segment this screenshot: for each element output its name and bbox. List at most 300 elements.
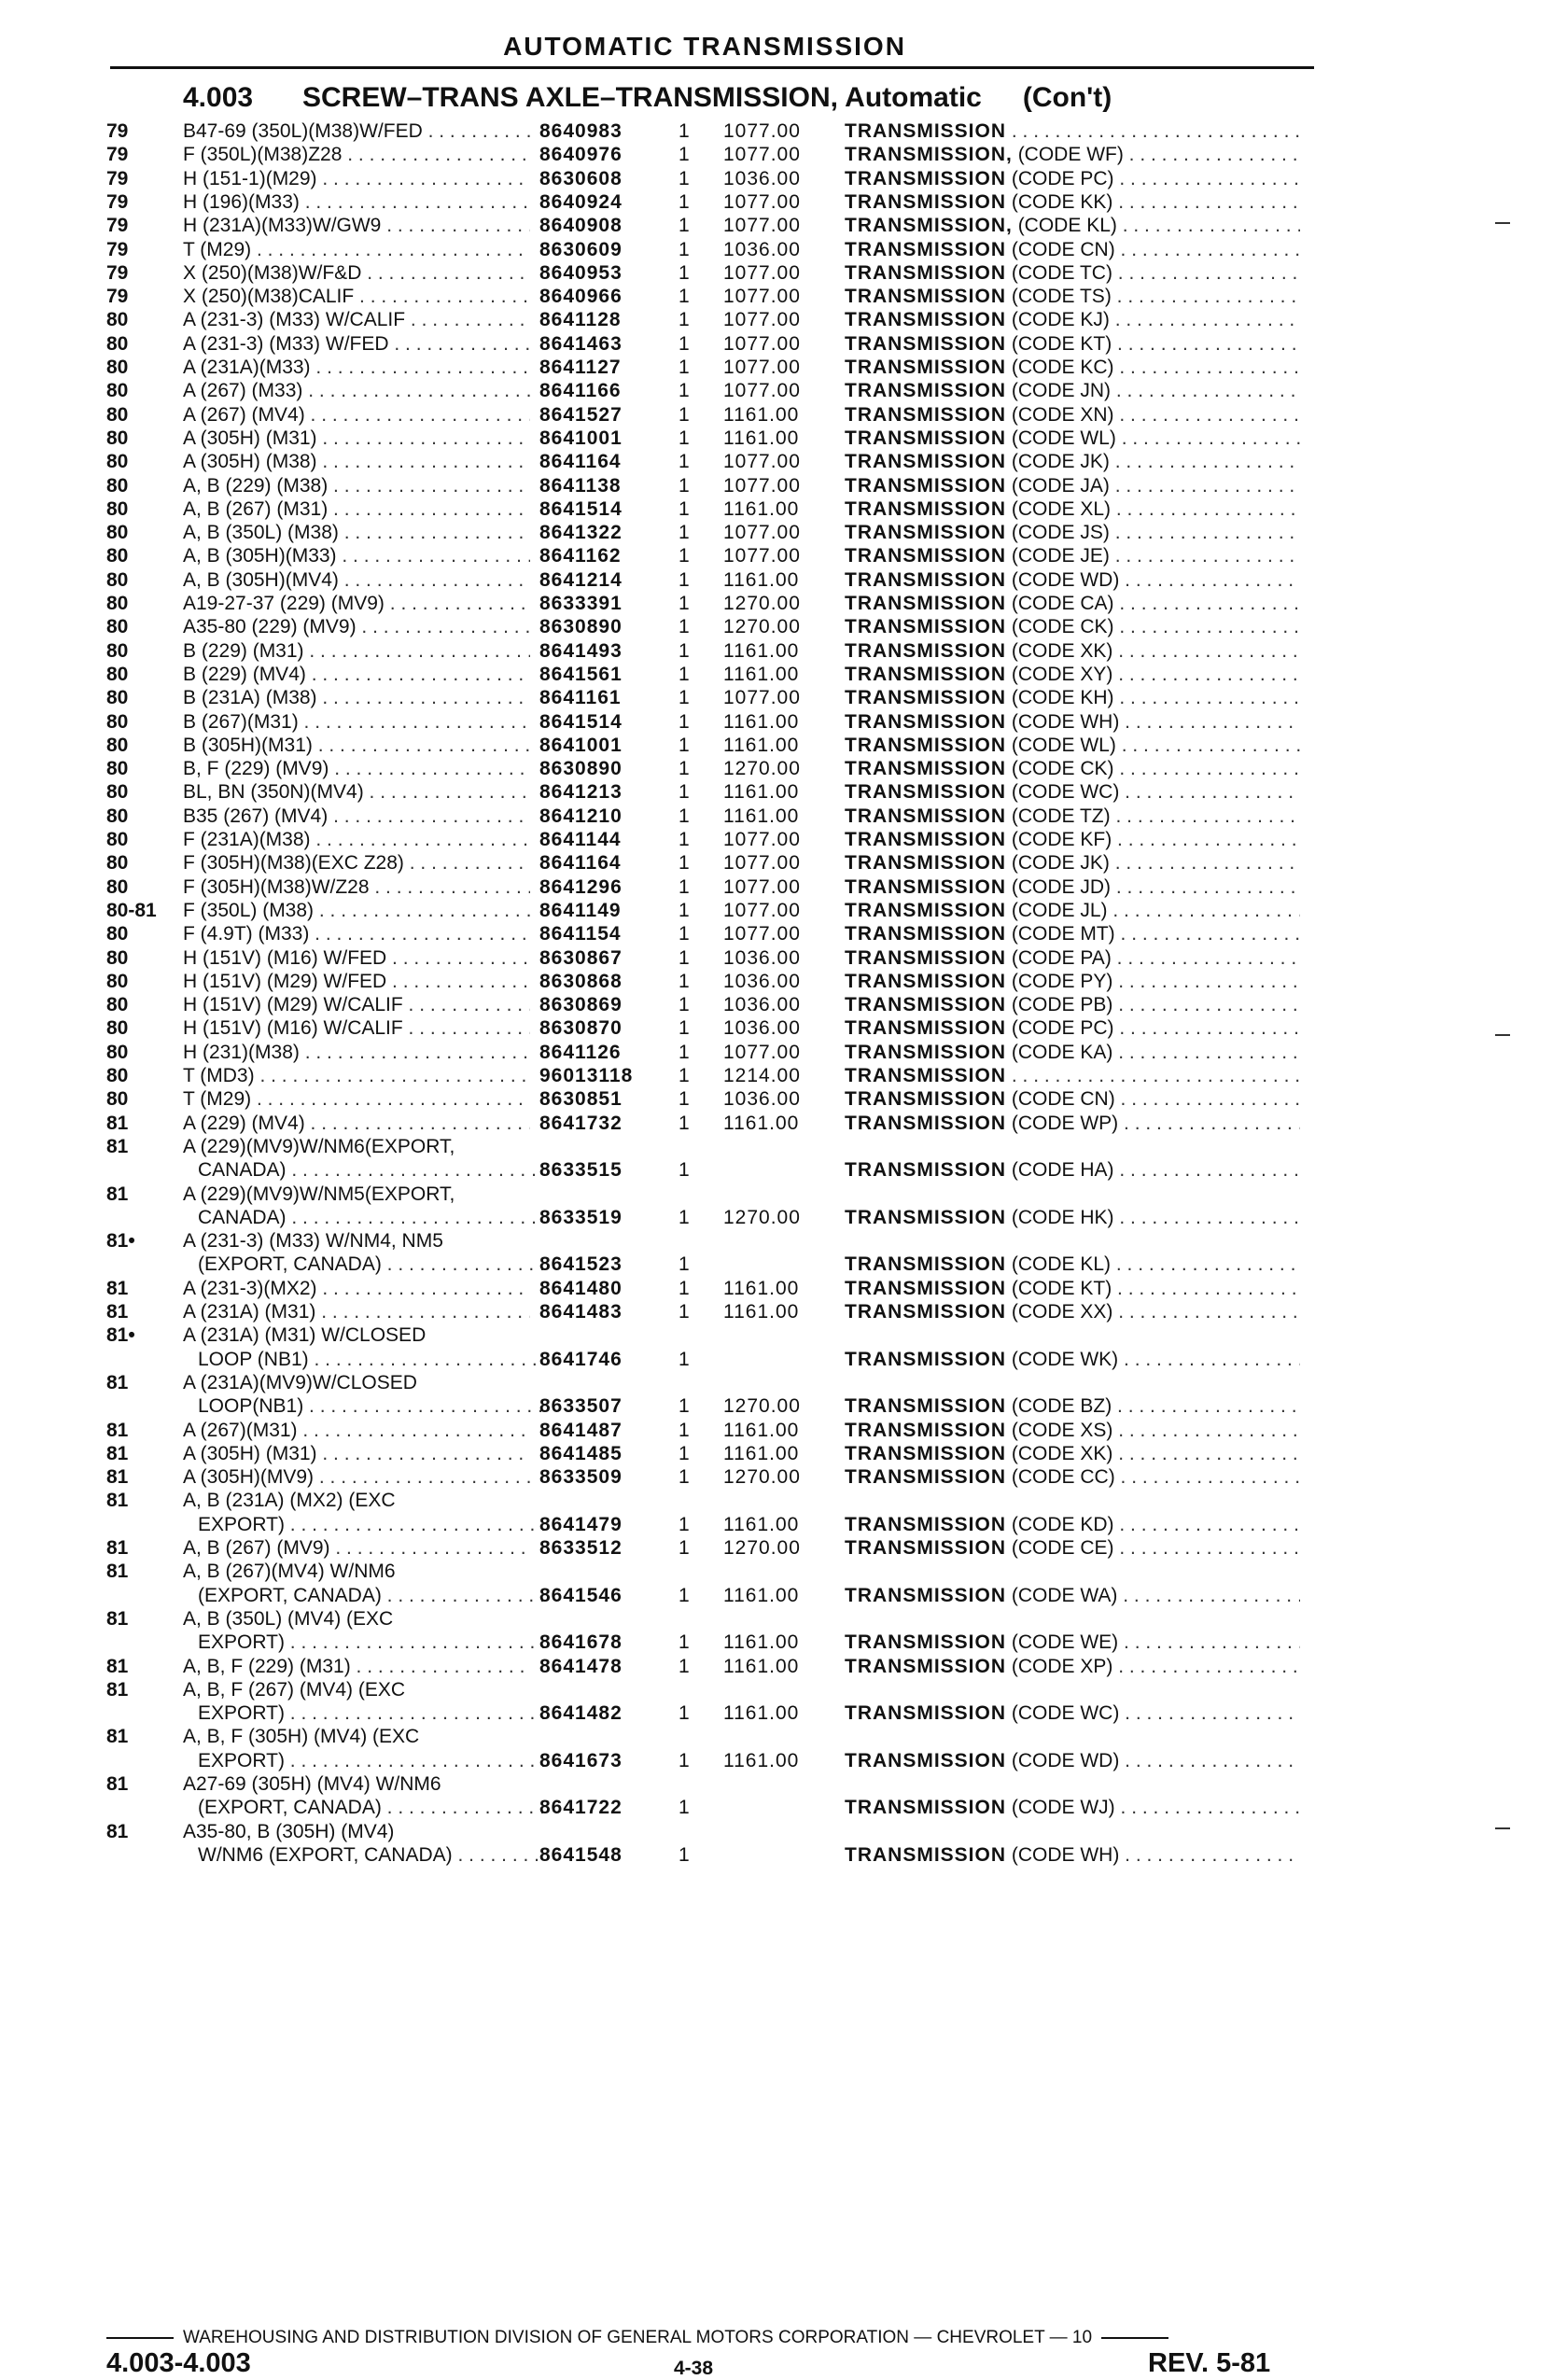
transmission-code: (CODE WC) bbox=[1011, 1702, 1120, 1725]
transmission-code: (CODE KA) bbox=[1011, 1041, 1113, 1063]
footer-rule-left bbox=[106, 2337, 174, 2339]
transmission-code: (CODE TZ) bbox=[1011, 805, 1111, 827]
part-name bbox=[845, 686, 1300, 709]
price: 1077.00 bbox=[723, 215, 801, 237]
vehicle-description: CANADA) . . . bbox=[198, 1158, 545, 1182]
vehicle-description: F (231A)(M38) . . . bbox=[183, 828, 530, 851]
transmission-code: (CODE JD) bbox=[1011, 875, 1112, 898]
part-number: 8641296 bbox=[539, 875, 623, 898]
transmission-code: (CODE XX) bbox=[1011, 1301, 1113, 1323]
table-row bbox=[0, 427, 1553, 450]
part-name-text: TRANSMISSION bbox=[845, 1159, 1007, 1182]
quantity: 1 bbox=[679, 522, 690, 544]
part-name-text: TRANSMISSION bbox=[845, 734, 1007, 756]
table-row bbox=[0, 805, 1553, 828]
transmission-code: (CODE KT) bbox=[1011, 332, 1112, 355]
quantity: 1 bbox=[679, 946, 690, 969]
transmission-code: (CODE PY) bbox=[1011, 970, 1113, 992]
part-number: 8640976 bbox=[539, 144, 623, 166]
vehicle-description: A, B (350L) (M38) . . . bbox=[183, 521, 530, 544]
part-number: 8630851 bbox=[539, 1088, 623, 1111]
price: 1161.00 bbox=[723, 1112, 800, 1134]
quantity: 1 bbox=[679, 1419, 690, 1441]
price: 1036.00 bbox=[723, 994, 801, 1016]
part-name-text: TRANSMISSION bbox=[845, 1088, 1007, 1111]
table-row bbox=[0, 1584, 1553, 1607]
price: 1270.00 bbox=[723, 1395, 801, 1418]
part-number: 8630870 bbox=[539, 1017, 623, 1040]
part-number: 8641164 bbox=[539, 852, 622, 875]
price: 1077.00 bbox=[723, 687, 801, 709]
model-year: 81 bbox=[106, 1371, 129, 1393]
price: 1161.00 bbox=[723, 734, 800, 756]
part-number: 8641144 bbox=[539, 829, 622, 850]
vehicle-description: EXPORT) . . . bbox=[198, 1631, 545, 1654]
vehicle-description: X (250)(M38)CALIF . . . bbox=[183, 285, 530, 308]
part-name bbox=[845, 190, 1300, 214]
quantity: 1 bbox=[679, 710, 690, 733]
part-name-text: TRANSMISSION bbox=[845, 805, 1007, 827]
table-row bbox=[0, 1206, 1553, 1229]
vehicle-description: A (267)(M31) . . . bbox=[183, 1419, 530, 1442]
part-name-text: TRANSMISSION bbox=[845, 120, 1007, 142]
part-name bbox=[845, 639, 1300, 663]
part-number: 8641149 bbox=[539, 899, 622, 921]
quantity: 1 bbox=[679, 805, 690, 827]
part-name-text: TRANSMISSION bbox=[845, 1442, 1007, 1464]
model-year: 81 bbox=[106, 1135, 129, 1157]
part-name bbox=[845, 757, 1300, 780]
table-row bbox=[0, 119, 1553, 143]
model-year: 80 bbox=[106, 357, 129, 378]
footer-page-number: 4-38 bbox=[674, 2358, 714, 2379]
quantity: 1 bbox=[679, 1466, 690, 1489]
model-year: 81• bbox=[106, 1230, 135, 1253]
part-number: 8641154 bbox=[539, 923, 622, 945]
quantity: 1 bbox=[679, 1631, 690, 1654]
quantity: 1 bbox=[679, 687, 690, 709]
model-year: 81 bbox=[106, 1655, 129, 1677]
part-number: 8641322 bbox=[539, 522, 623, 544]
part-name bbox=[845, 1843, 1300, 1867]
part-number: 8641487 bbox=[539, 1419, 623, 1441]
part-name-text: TRANSMISSION bbox=[845, 238, 1007, 260]
table-row bbox=[0, 1183, 1553, 1206]
table-row bbox=[0, 1135, 1553, 1158]
part-name bbox=[845, 1631, 1300, 1654]
price: 1270.00 bbox=[723, 1206, 801, 1228]
vehicle-description: A, B (267) (M31) . . . bbox=[183, 497, 530, 521]
quantity: 1 bbox=[679, 1301, 690, 1323]
vehicle-description: H (151V) (M16) W/CALIF . . . bbox=[183, 1016, 530, 1040]
transmission-code: (CODE CE) bbox=[1011, 1537, 1114, 1559]
model-year: 80-81 bbox=[106, 899, 157, 921]
model-year: 80 bbox=[106, 734, 129, 756]
vehicle-description: A (231-3) (M33) W/FED . . . bbox=[183, 332, 530, 356]
quantity: 1 bbox=[679, 852, 690, 875]
vehicle-description: A (305H) (M38) . . . bbox=[183, 450, 530, 473]
part-name-text: TRANSMISSION bbox=[845, 970, 1007, 992]
quantity: 1 bbox=[679, 1395, 690, 1418]
table-row bbox=[0, 946, 1553, 970]
table-row bbox=[0, 663, 1553, 686]
part-name bbox=[845, 1253, 1300, 1276]
table-row bbox=[0, 379, 1553, 402]
part-number: 8633515 bbox=[539, 1159, 623, 1182]
part-number: 8630890 bbox=[539, 616, 623, 638]
part-name-text: TRANSMISSION bbox=[845, 167, 1007, 189]
part-name-text: TRANSMISSION bbox=[845, 1749, 1007, 1771]
vehicle-description: A (267) (MV4) . . . bbox=[183, 403, 530, 427]
table-row bbox=[0, 1655, 1553, 1678]
model-year: 80 bbox=[106, 380, 129, 402]
price: 1077.00 bbox=[723, 899, 801, 921]
table-row bbox=[0, 1442, 1553, 1465]
vehicle-description: T (M29) . . . bbox=[183, 1087, 530, 1111]
quantity: 1 bbox=[679, 1041, 690, 1063]
table-row bbox=[0, 1323, 1553, 1347]
quantity: 1 bbox=[679, 1206, 690, 1228]
vehicle-description: A (305H)(MV9) . . . bbox=[183, 1465, 530, 1489]
part-name-text: TRANSMISSION bbox=[845, 1655, 1007, 1677]
model-year: 80 bbox=[106, 994, 129, 1016]
part-number: 8630868 bbox=[539, 970, 623, 992]
price: 1161.00 bbox=[723, 710, 800, 733]
part-name-text: TRANSMISSION bbox=[845, 1419, 1007, 1441]
part-name-text: TRANSMISSION bbox=[845, 923, 1007, 945]
part-name bbox=[845, 1465, 1300, 1489]
vehicle-description: W/NM6 (EXPORT, CANADA) . . . bbox=[198, 1843, 545, 1867]
price: 1077.00 bbox=[723, 451, 801, 473]
quantity: 1 bbox=[679, 875, 690, 898]
price: 1077.00 bbox=[723, 474, 801, 497]
transmission-code: (CODE BZ) bbox=[1011, 1395, 1112, 1418]
part-number: 8641482 bbox=[539, 1702, 623, 1725]
price: 1270.00 bbox=[723, 616, 801, 638]
part-number: 8630890 bbox=[539, 758, 623, 780]
transmission-code: (CODE XK) bbox=[1011, 1442, 1113, 1464]
vehicle-description: F (4.9T) (M33) . . . bbox=[183, 922, 530, 945]
part-name bbox=[845, 167, 1300, 190]
part-name-text: TRANSMISSION bbox=[845, 332, 1007, 355]
part-name-text: TRANSMISSION bbox=[845, 1395, 1007, 1418]
part-name bbox=[845, 1300, 1300, 1323]
part-name-text: TRANSMISSION bbox=[845, 710, 1007, 733]
table-row bbox=[0, 828, 1553, 851]
part-name bbox=[845, 379, 1300, 402]
table-row bbox=[0, 1631, 1553, 1654]
transmission-code: (CODE CA) bbox=[1011, 593, 1114, 614]
transmission-code: (CODE KH) bbox=[1011, 687, 1114, 709]
vehicle-description: A (305H) (M31) . . . bbox=[183, 427, 530, 450]
part-name bbox=[845, 308, 1300, 331]
part-name bbox=[845, 922, 1300, 945]
part-name-text: TRANSMISSION bbox=[845, 1584, 1007, 1606]
table-row bbox=[0, 686, 1553, 709]
vehicle-description: A (229)(MV9)W/NM5(EXPORT, bbox=[183, 1183, 455, 1205]
model-year: 80 bbox=[106, 309, 129, 331]
model-year: 80 bbox=[106, 1088, 129, 1111]
part-name bbox=[845, 1536, 1300, 1560]
table-row bbox=[0, 497, 1553, 521]
transmission-code: (CODE XL) bbox=[1011, 497, 1112, 520]
vehicle-description: (EXPORT, CANADA) . . . bbox=[198, 1253, 545, 1276]
transmission-code: (CODE WK) bbox=[1011, 1348, 1119, 1370]
part-name-text: TRANSMISSION bbox=[845, 781, 1007, 804]
transmission-code: (CODE JL) bbox=[1011, 899, 1108, 921]
table-row bbox=[0, 1489, 1553, 1512]
part-name bbox=[845, 710, 1300, 734]
model-year: 80 bbox=[106, 593, 129, 614]
quantity: 1 bbox=[679, 190, 690, 213]
price: 1161.00 bbox=[723, 1631, 800, 1654]
table-row bbox=[0, 521, 1553, 544]
quantity: 1 bbox=[679, 1442, 690, 1464]
part-number: 8641161 bbox=[539, 687, 622, 709]
part-name bbox=[845, 851, 1300, 875]
quantity: 1 bbox=[679, 1655, 690, 1677]
vehicle-description: A (267) (M33) . . . bbox=[183, 379, 530, 402]
part-name bbox=[845, 663, 1300, 686]
table-row bbox=[0, 356, 1553, 379]
quantity: 1 bbox=[679, 1537, 690, 1559]
vehicle-description: H (231A)(M33)W/GW9 . . . bbox=[183, 214, 530, 237]
transmission-code: (CODE XP) bbox=[1011, 1655, 1113, 1677]
part-number: 8641126 bbox=[539, 1041, 622, 1063]
part-number: 8641001 bbox=[539, 427, 623, 449]
model-year: 80 bbox=[106, 639, 129, 662]
part-name-text: TRANSMISSION bbox=[845, 687, 1007, 709]
table-row bbox=[0, 450, 1553, 473]
model-year: 79 bbox=[106, 120, 129, 142]
vehicle-description: F (350L) (M38) . . . bbox=[183, 899, 530, 922]
model-year: 80 bbox=[106, 852, 129, 875]
price: 1161.00 bbox=[723, 1442, 800, 1464]
model-year: 80 bbox=[106, 946, 129, 969]
model-year: 81• bbox=[106, 1324, 135, 1347]
transmission-code: (CODE WP) bbox=[1011, 1112, 1119, 1134]
table-row bbox=[0, 592, 1553, 615]
transmission-code: (CODE KC) bbox=[1011, 357, 1114, 378]
price: 1077.00 bbox=[723, 923, 801, 945]
part-name bbox=[845, 1796, 1300, 1819]
part-name-text: TRANSMISSION bbox=[845, 1065, 1007, 1086]
quantity: 1 bbox=[679, 829, 690, 850]
footer-rule-right bbox=[1101, 2337, 1168, 2339]
table-row bbox=[0, 1064, 1553, 1087]
vehicle-description: A35-80 (229) (MV9) . . . bbox=[183, 615, 530, 638]
part-name bbox=[845, 1041, 1300, 1064]
vehicle-description: A, B, F (267) (MV4) (EXC bbox=[183, 1678, 406, 1701]
vehicle-description: A (231-3)(MX2) . . . bbox=[183, 1277, 530, 1300]
quantity: 1 bbox=[679, 1513, 690, 1535]
price: 1270.00 bbox=[723, 1466, 801, 1489]
transmission-code: (CODE HA) bbox=[1011, 1159, 1114, 1182]
transmission-code: (CODE CN) bbox=[1011, 238, 1115, 260]
transmission-code: (CODE CK) bbox=[1011, 616, 1114, 638]
model-year: 81 bbox=[106, 1678, 129, 1701]
table-row bbox=[0, 474, 1553, 497]
transmission-code: (CODE KK) bbox=[1011, 190, 1113, 213]
table-row bbox=[0, 639, 1553, 663]
vehicle-description: A, B (267) (MV9) . . . bbox=[183, 1536, 530, 1560]
part-name bbox=[845, 332, 1300, 356]
quantity: 1 bbox=[679, 1348, 690, 1370]
table-row bbox=[0, 1348, 1553, 1371]
table-row bbox=[0, 1678, 1553, 1701]
quantity: 1 bbox=[679, 1584, 690, 1606]
part-number: 8641673 bbox=[539, 1749, 623, 1771]
quantity: 1 bbox=[679, 1797, 690, 1819]
vehicle-description: A (231-3) (M33) W/NM4, NM5 bbox=[183, 1230, 443, 1253]
transmission-code: (CODE WL) bbox=[1011, 427, 1116, 449]
transmission-code: (CODE XK) bbox=[1011, 639, 1113, 662]
price: 1161.00 bbox=[723, 1301, 800, 1323]
quantity: 1 bbox=[679, 380, 690, 402]
quantity: 1 bbox=[679, 970, 690, 992]
part-name-text: TRANSMISSION bbox=[845, 190, 1007, 213]
part-name bbox=[845, 1655, 1300, 1678]
part-name bbox=[845, 1584, 1300, 1607]
part-number: 8641001 bbox=[539, 734, 623, 756]
price: 1077.00 bbox=[723, 522, 801, 544]
transmission-code: (CODE KT) bbox=[1011, 1277, 1112, 1299]
vehicle-description: B47-69 (350L)(M38)W/FED . . . bbox=[183, 119, 530, 143]
vehicle-description: H (151V) (M29) W/CALIF . . . bbox=[183, 993, 530, 1016]
quantity: 1 bbox=[679, 545, 690, 567]
vehicle-description: B (231A) (M38) . . . bbox=[183, 686, 530, 709]
price: 1161.00 bbox=[723, 1277, 800, 1299]
model-year: 80 bbox=[106, 1017, 129, 1040]
model-year: 79 bbox=[106, 167, 129, 189]
vehicle-description: A (305H) (M31) . . . bbox=[183, 1442, 530, 1465]
price: 1077.00 bbox=[723, 852, 801, 875]
transmission-code: (CODE WD) bbox=[1011, 1749, 1120, 1771]
part-number: 8641463 bbox=[539, 332, 623, 355]
part-name bbox=[845, 1419, 1300, 1442]
table-row bbox=[0, 1843, 1553, 1867]
transmission-code: (CODE JN) bbox=[1011, 380, 1112, 402]
vehicle-description: (EXPORT, CANADA) . . . bbox=[198, 1584, 545, 1607]
vehicle-description: A, B, F (229) (M31) . . . bbox=[183, 1655, 530, 1678]
quantity: 1 bbox=[679, 616, 690, 638]
part-name bbox=[845, 497, 1300, 521]
section-continued: (Con't) bbox=[1022, 82, 1112, 113]
table-row bbox=[0, 1394, 1553, 1418]
part-name-text: TRANSMISSION bbox=[845, 994, 1007, 1016]
part-name-text: TRANSMISSION bbox=[845, 1466, 1007, 1489]
transmission-code: (CODE WD) bbox=[1011, 568, 1120, 591]
part-number: 8641210 bbox=[539, 805, 623, 827]
table-row bbox=[0, 1607, 1553, 1631]
part-name-text: TRANSMISSION bbox=[845, 1112, 1007, 1134]
part-name-text: TRANSMISSION bbox=[845, 309, 1007, 331]
transmission-code: (CODE CK) bbox=[1011, 758, 1114, 780]
vehicle-description: B, F (229) (MV9) . . . bbox=[183, 757, 530, 780]
quantity: 1 bbox=[679, 1159, 690, 1182]
price: 1161.00 bbox=[723, 1655, 800, 1677]
price: 1161.00 bbox=[723, 427, 800, 449]
part-name-text: TRANSMISSION bbox=[845, 380, 1007, 402]
vehicle-description: EXPORT) . . . bbox=[198, 1513, 545, 1536]
price: 1077.00 bbox=[723, 545, 801, 567]
part-number: 8641493 bbox=[539, 639, 623, 662]
part-name-text: TRANSMISSION bbox=[845, 593, 1007, 614]
transmission-code: (CODE JK) bbox=[1011, 451, 1110, 473]
part-name-text: TRANSMISSION bbox=[845, 568, 1007, 591]
part-name bbox=[845, 427, 1300, 450]
part-name bbox=[845, 1158, 1300, 1182]
part-name bbox=[845, 1087, 1300, 1111]
part-name bbox=[845, 592, 1300, 615]
price: 1077.00 bbox=[723, 120, 801, 142]
model-year: 80 bbox=[106, 427, 129, 449]
table-row bbox=[0, 308, 1553, 331]
part-number: 8633512 bbox=[539, 1537, 623, 1559]
model-year: 80 bbox=[106, 805, 129, 827]
part-number: 8640953 bbox=[539, 261, 623, 284]
vehicle-description: B (305H)(M31) . . . bbox=[183, 734, 530, 757]
price: 1077.00 bbox=[723, 380, 801, 402]
part-name bbox=[845, 214, 1300, 237]
part-number: 8641527 bbox=[539, 403, 623, 426]
model-year: 80 bbox=[106, 545, 129, 567]
part-name bbox=[845, 828, 1300, 851]
vehicle-description: EXPORT) . . . bbox=[198, 1749, 545, 1772]
table-row bbox=[0, 1820, 1553, 1843]
part-name-text: TRANSMISSION bbox=[845, 357, 1007, 378]
price: 1036.00 bbox=[723, 1088, 801, 1111]
model-year: 80 bbox=[106, 332, 129, 355]
transmission-code: (CODE WJ) bbox=[1011, 1797, 1115, 1819]
transmission-code: (CODE MT) bbox=[1011, 923, 1115, 945]
model-year: 80 bbox=[106, 829, 129, 850]
part-name-text: TRANSMISSION bbox=[845, 403, 1007, 426]
price: 1077.00 bbox=[723, 309, 801, 331]
table-row bbox=[0, 1041, 1553, 1064]
quantity: 1 bbox=[679, 1702, 690, 1725]
part-name bbox=[845, 1394, 1300, 1418]
transmission-code: (CODE PB) bbox=[1011, 994, 1113, 1016]
quantity: 1 bbox=[679, 639, 690, 662]
price: 1077.00 bbox=[723, 875, 801, 898]
table-row bbox=[0, 190, 1553, 214]
table-row bbox=[0, 875, 1553, 899]
table-row bbox=[0, 1371, 1553, 1394]
footer-section-range: 4.003-4.003 bbox=[106, 2348, 251, 2378]
model-year: 81 bbox=[106, 1490, 129, 1512]
part-name-text: TRANSMISSION bbox=[845, 1843, 1007, 1866]
price: 1161.00 bbox=[723, 663, 800, 685]
vehicle-description: H (231)(M38) . . . bbox=[183, 1041, 530, 1064]
vehicle-description: A (231A)(M33) . . . bbox=[183, 356, 530, 379]
price: 1161.00 bbox=[723, 805, 800, 827]
part-number: 8641164 bbox=[539, 451, 622, 473]
table-row bbox=[0, 1419, 1553, 1442]
part-name-text: TRANSMISSION bbox=[845, 286, 1007, 308]
vehicle-description: A19-27-37 (229) (MV9) . . . bbox=[183, 592, 530, 615]
quantity: 1 bbox=[679, 357, 690, 378]
model-year: 81 bbox=[106, 1537, 129, 1559]
table-row bbox=[0, 1229, 1553, 1253]
transmission-code: (CODE KL) bbox=[1011, 1253, 1112, 1276]
quantity: 1 bbox=[679, 144, 690, 166]
vehicle-description: A35-80, B (305H) (MV4) bbox=[183, 1820, 395, 1842]
quantity: 1 bbox=[679, 923, 690, 945]
vehicle-description: B (229) (M31) . . . bbox=[183, 639, 530, 663]
quantity: 1 bbox=[679, 1253, 690, 1276]
quantity: 1 bbox=[679, 734, 690, 756]
